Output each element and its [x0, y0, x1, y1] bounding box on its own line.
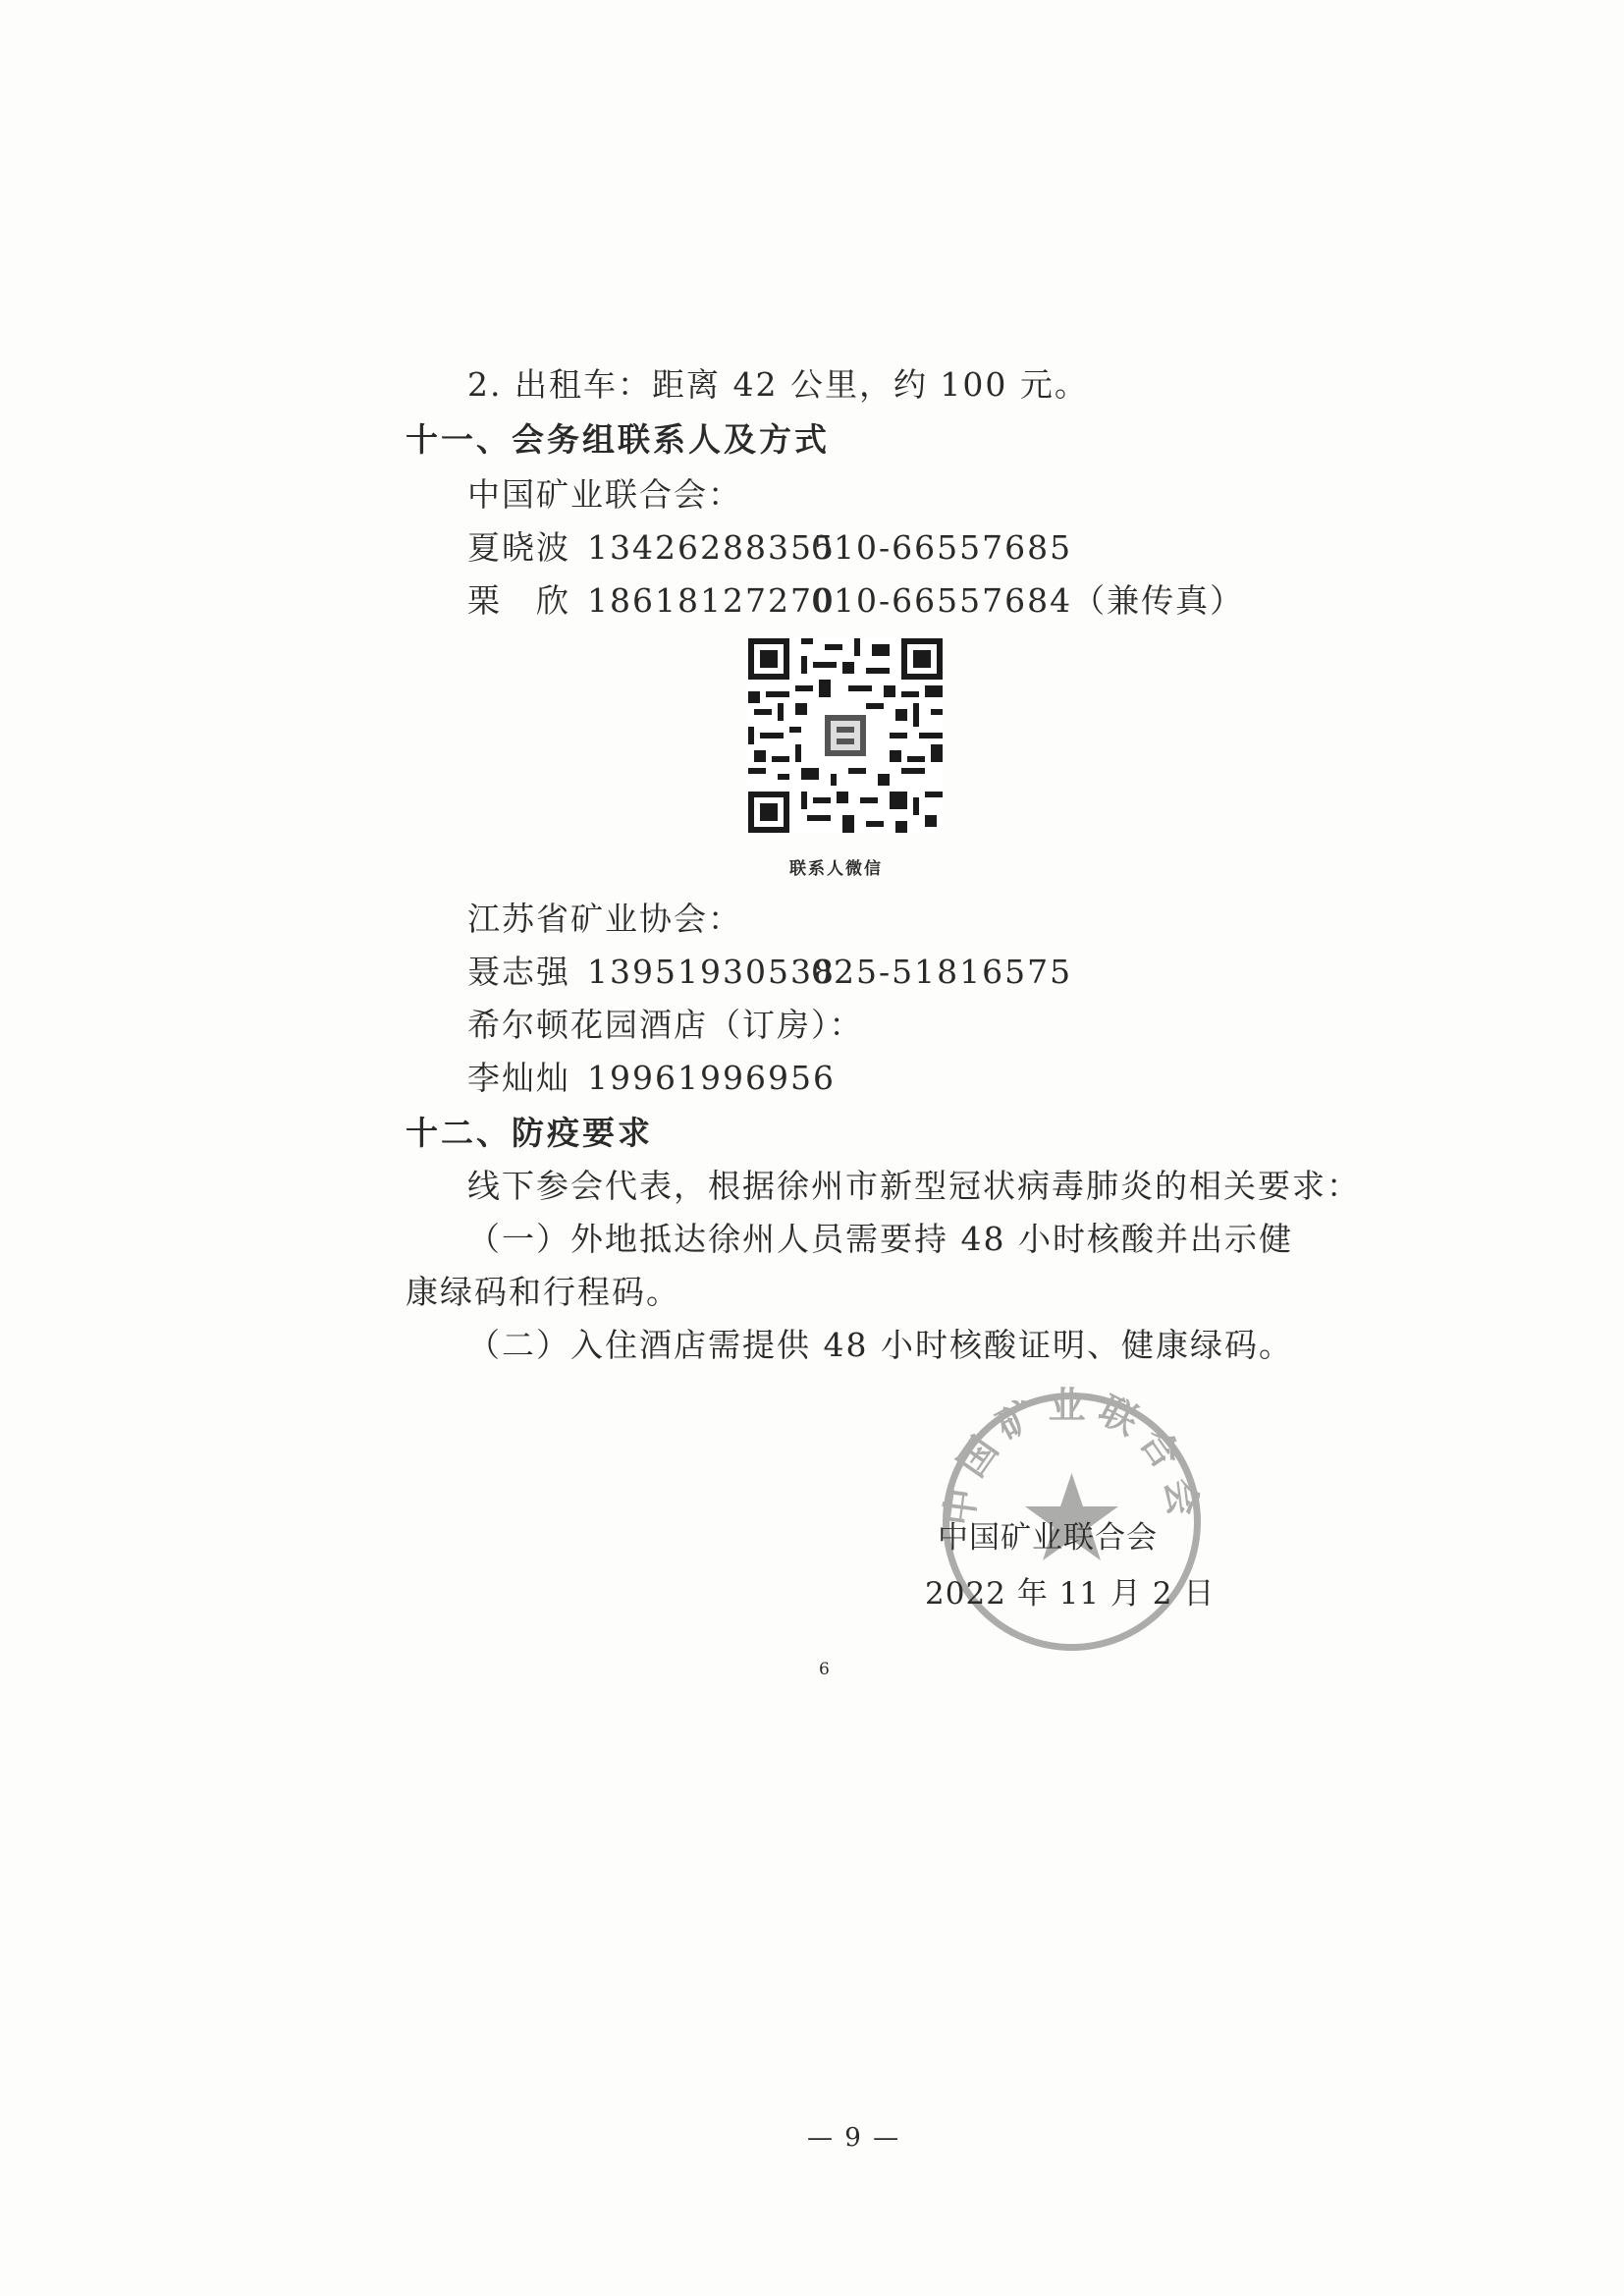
- contact-name: 聂志强: [467, 953, 570, 991]
- page-number: — 9 —: [807, 2123, 901, 2153]
- epidemic-item-1: （一）外地抵达徐州人员需要持 48 小时核酸并出示健: [467, 1220, 1293, 1258]
- taxi-info: 2. 出租车：距离 42 公里，约 100 元。: [467, 365, 1089, 404]
- wechat-qr-code: [748, 638, 943, 833]
- contact-mobile: 13951930538: [587, 953, 836, 991]
- contact-phone: 010-66557684（兼传真）: [811, 581, 1245, 620]
- contact-name: 李灿灿: [467, 1059, 570, 1097]
- qr-caption: 联系人微信: [789, 859, 883, 879]
- contact-name: 栗 欣: [467, 581, 570, 620]
- contact-phone: 010-66557685: [811, 528, 1073, 567]
- svg-text:中国矿业联合会: 中国矿业联合会: [937, 1387, 1207, 1529]
- section-12-heading: 十二、防疫要求: [406, 1114, 653, 1152]
- org-cmra-label: 中国矿业联合会：: [467, 475, 742, 514]
- section-11-heading: 十一、会务组联系人及方式: [406, 420, 830, 459]
- epidemic-intro: 线下参会代表，根据徐州市新型冠状病毒肺炎的相关要求：: [467, 1167, 1361, 1205]
- epidemic-item-2: （二）入住酒店需提供 48 小时核酸证明、健康绿码。: [467, 1326, 1293, 1364]
- contact-mobile: 18618127270: [587, 581, 836, 620]
- epidemic-item-1-cont: 康绿码和行程码。: [406, 1273, 680, 1311]
- org-jiangsu-label: 江苏省矿业协会：: [467, 900, 742, 938]
- signature-date: 2022 年 11 月 2 日: [925, 1576, 1216, 1612]
- contact-mobile: 19961996956: [587, 1059, 836, 1097]
- contact-row: [467, 1059, 836, 1098]
- contact-row: [467, 953, 1072, 992]
- contact-mobile: 13426288355: [587, 528, 836, 567]
- signature-organization: 中国矿业联合会: [938, 1520, 1158, 1556]
- contact-name: 夏晓波: [467, 528, 570, 567]
- contact-phone: 025-51816575: [811, 953, 1073, 991]
- contact-row: [467, 528, 1072, 568]
- hotel-label: 希尔顿花园酒店（订房）：: [467, 1006, 864, 1044]
- inner-page-number: 6: [819, 1660, 830, 1679]
- contact-row: [467, 581, 1244, 621]
